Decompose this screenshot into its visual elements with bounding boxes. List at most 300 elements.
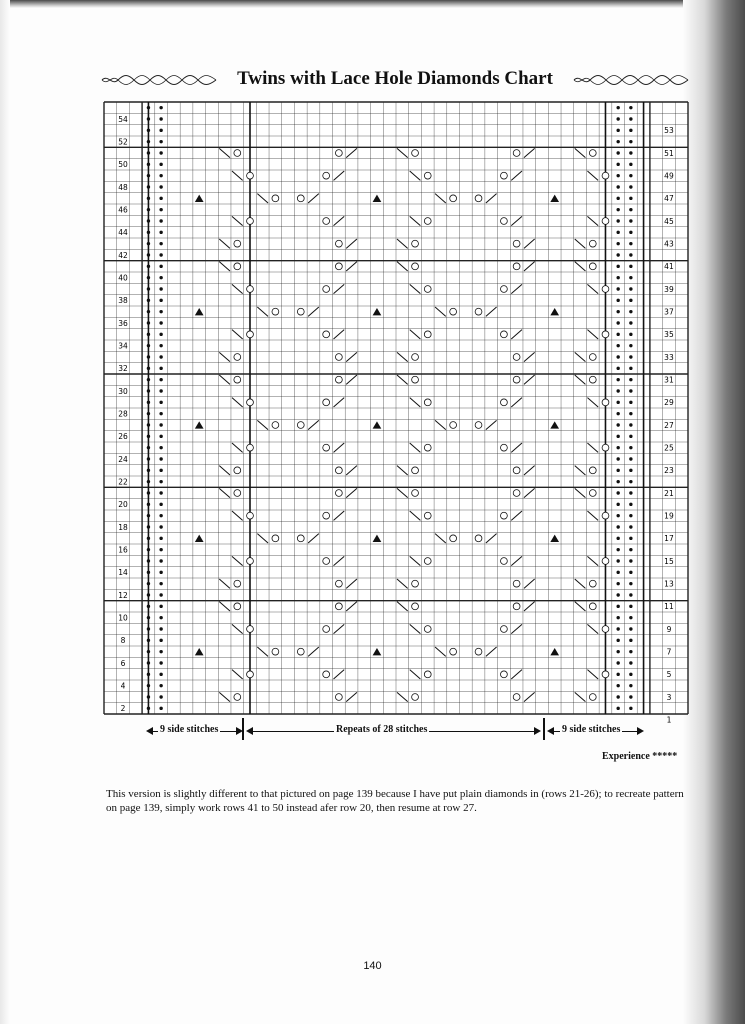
purl-dot-symbol (147, 514, 150, 517)
purl-dot-symbol (159, 412, 162, 415)
yarn-over-symbol (234, 263, 241, 270)
yarn-over-symbol (602, 558, 609, 565)
page-number: 140 (363, 960, 382, 972)
purl-dot-symbol (159, 661, 162, 664)
purl-dot-symbol (616, 627, 619, 630)
yarn-over-symbol (501, 172, 508, 179)
row-number-right: 9 (666, 624, 672, 634)
yarn-over-symbol (513, 150, 520, 157)
right-side-stitches-label: 9 side stitches (562, 724, 621, 735)
purl-dot-symbol (616, 299, 619, 302)
purl-dot-symbol (159, 605, 162, 608)
purl-dot-symbol (147, 310, 150, 313)
purl-dot-symbol (147, 525, 150, 528)
row-number-right: 37 (664, 307, 674, 317)
purl-dot-symbol (629, 627, 632, 630)
yarn-over-symbol (412, 603, 419, 610)
purl-dot-symbol (159, 106, 162, 109)
yarn-over-symbol (335, 354, 342, 361)
yarn-over-symbol (589, 354, 596, 361)
purl-dot-symbol (147, 627, 150, 630)
purl-dot-symbol (147, 503, 150, 506)
purl-dot-symbol (159, 559, 162, 562)
purl-dot-symbol (159, 389, 162, 392)
purl-dot-symbol (147, 106, 150, 109)
purl-dot-symbol (616, 548, 619, 551)
row-number-right: 33 (664, 352, 674, 362)
yarn-over-symbol (602, 331, 609, 338)
purl-dot-symbol (147, 446, 150, 449)
purl-dot-symbol (159, 480, 162, 483)
purl-dot-symbol (629, 151, 632, 154)
yarn-over-symbol (602, 626, 609, 633)
purl-dot-symbol (616, 242, 619, 245)
purl-dot-symbol (147, 639, 150, 642)
purl-dot-symbol (629, 571, 632, 574)
yarn-over-symbol (501, 671, 508, 678)
purl-dot-symbol (616, 412, 619, 415)
yarn-over-symbol (247, 331, 254, 338)
purl-dot-symbol (629, 299, 632, 302)
purl-dot-symbol (147, 185, 150, 188)
yarn-over-symbol (589, 580, 596, 587)
purl-dot-symbol (616, 605, 619, 608)
purl-dot-symbol (159, 321, 162, 324)
yarn-over-symbol (501, 444, 508, 451)
yarn-over-symbol (513, 580, 520, 587)
yarn-over-symbol (602, 286, 609, 293)
repeat-stitches-label: Repeats of 28 stitches (336, 724, 428, 735)
yarn-over-symbol (589, 490, 596, 497)
purl-dot-symbol (159, 423, 162, 426)
row-number-left: 46 (118, 205, 128, 215)
purl-dot-symbol (629, 695, 632, 698)
yarn-over-symbol (234, 603, 241, 610)
purl-dot-symbol (616, 639, 619, 642)
book-gutter-shadow (683, 0, 745, 1024)
purl-dot-symbol (159, 253, 162, 256)
purl-dot-symbol (147, 548, 150, 551)
yarn-over-symbol (602, 444, 609, 451)
purl-dot-symbol (147, 423, 150, 426)
yarn-over-symbol (450, 308, 457, 315)
row-number-right: 11 (664, 602, 674, 612)
purl-dot-symbol (159, 695, 162, 698)
title-row (100, 66, 690, 94)
yarn-over-symbol (589, 240, 596, 247)
purl-dot-symbol (147, 151, 150, 154)
purl-dot-symbol (159, 242, 162, 245)
purl-dot-symbol (616, 480, 619, 483)
row-number-right: 7 (666, 647, 672, 657)
purl-dot-symbol (616, 310, 619, 313)
purl-dot-symbol (159, 503, 162, 506)
yarn-over-symbol (247, 558, 254, 565)
yarn-over-symbol (424, 512, 431, 519)
purl-dot-symbol (147, 333, 150, 336)
yarn-over-symbol (412, 580, 419, 587)
row-number-right: 19 (664, 511, 674, 521)
purl-dot-symbol (147, 537, 150, 540)
row-number-left: 50 (118, 160, 128, 170)
row-number-left: 54 (118, 114, 128, 124)
purl-dot-symbol (616, 503, 619, 506)
yarn-over-symbol (234, 240, 241, 247)
purl-dot-symbol (159, 616, 162, 619)
purl-dot-symbol (147, 457, 150, 460)
yarn-over-symbol (501, 286, 508, 293)
row-number-left: 36 (118, 318, 128, 328)
purl-dot-symbol (616, 333, 619, 336)
purl-dot-symbol (629, 219, 632, 222)
row-number-left: 30 (118, 386, 128, 396)
purl-dot-symbol (616, 571, 619, 574)
yarn-over-symbol (412, 376, 419, 383)
purl-dot-symbol (147, 582, 150, 585)
purl-dot-symbol (159, 582, 162, 585)
purl-dot-symbol (159, 401, 162, 404)
purl-dot-symbol (159, 627, 162, 630)
yarn-over-symbol (335, 603, 342, 610)
purl-dot-symbol (159, 129, 162, 132)
yarn-over-symbol (424, 671, 431, 678)
yarn-over-symbol (424, 626, 431, 633)
row-number-right: 35 (664, 330, 674, 340)
row-number-left: 52 (118, 137, 128, 147)
knitting-chart (104, 102, 688, 725)
purl-dot-symbol (629, 412, 632, 415)
purl-dot-symbol (159, 265, 162, 268)
purl-dot-symbol (616, 582, 619, 585)
purl-dot-symbol (159, 151, 162, 154)
purl-dot-symbol (147, 469, 150, 472)
yarn-over-symbol (513, 354, 520, 361)
purl-dot-symbol (616, 378, 619, 381)
yarn-over-symbol (589, 150, 596, 157)
yarn-over-symbol (424, 286, 431, 293)
purl-dot-symbol (159, 707, 162, 710)
purl-dot-symbol (629, 525, 632, 528)
purl-dot-symbol (159, 673, 162, 676)
yarn-over-symbol (297, 195, 304, 202)
yarn-over-symbol (513, 694, 520, 701)
yarn-over-symbol (589, 603, 596, 610)
purl-dot-symbol (629, 605, 632, 608)
row-number-left: 24 (118, 454, 128, 464)
yarn-over-symbol (234, 490, 241, 497)
purl-dot-symbol (147, 571, 150, 574)
purl-dot-symbol (147, 140, 150, 143)
purl-dot-symbol (147, 276, 150, 279)
purl-dot-symbol (616, 514, 619, 517)
purl-dot-symbol (629, 197, 632, 200)
purl-dot-symbol (616, 435, 619, 438)
chart-section-caption (104, 715, 688, 742)
purl-dot-symbol (616, 276, 619, 279)
purl-dot-symbol (629, 673, 632, 676)
row-number-right: 21 (664, 488, 674, 498)
purl-dot-symbol (616, 219, 619, 222)
yarn-over-symbol (335, 263, 342, 270)
purl-dot-symbol (147, 401, 150, 404)
yarn-over-symbol (323, 671, 330, 678)
purl-dot-symbol (159, 344, 162, 347)
yarn-over-symbol (323, 331, 330, 338)
row-number-left: 12 (118, 590, 128, 600)
purl-dot-symbol (616, 321, 619, 324)
purl-dot-symbol (629, 253, 632, 256)
yarn-over-symbol (424, 172, 431, 179)
row-number-right: 25 (664, 443, 674, 453)
purl-dot-symbol (616, 537, 619, 540)
row-number-right: 53 (664, 126, 674, 136)
purl-dot-symbol (629, 469, 632, 472)
row-number-right: 5 (666, 670, 672, 680)
yarn-over-symbol (234, 580, 241, 587)
purl-dot-symbol (629, 185, 632, 188)
yarn-over-symbol (247, 512, 254, 519)
row-number-right: 1 (666, 715, 672, 725)
yarn-over-symbol (501, 399, 508, 406)
purl-dot-symbol (629, 378, 632, 381)
purl-dot-symbol (147, 174, 150, 177)
purl-dot-symbol (147, 378, 150, 381)
purl-dot-symbol (159, 378, 162, 381)
purl-dot-symbol (629, 582, 632, 585)
purl-dot-symbol (147, 367, 150, 370)
arrow-right-icon (637, 727, 644, 735)
yarn-over-symbol (247, 444, 254, 451)
row-number-left: 26 (118, 432, 128, 442)
yarn-over-symbol (323, 172, 330, 179)
purl-dot-symbol (629, 480, 632, 483)
purl-dot-symbol (159, 163, 162, 166)
purl-dot-symbol (147, 299, 150, 302)
purl-dot-symbol (629, 106, 632, 109)
row-number-left: 38 (118, 296, 128, 306)
purl-dot-symbol (616, 163, 619, 166)
yarn-over-symbol (323, 558, 330, 565)
purl-dot-symbol (147, 673, 150, 676)
purl-dot-symbol (616, 231, 619, 234)
purl-dot-symbol (616, 684, 619, 687)
purl-dot-symbol (616, 197, 619, 200)
row-number-left: 20 (118, 500, 128, 510)
yarn-over-symbol (297, 648, 304, 655)
purl-dot-symbol (629, 129, 632, 132)
purl-dot-symbol (159, 514, 162, 517)
yarn-over-symbol (323, 286, 330, 293)
purl-dot-symbol (629, 707, 632, 710)
yarn-over-symbol (412, 694, 419, 701)
yarn-over-symbol (247, 399, 254, 406)
purl-dot-symbol (629, 276, 632, 279)
row-number-right: 13 (664, 579, 674, 589)
row-number-left: 42 (118, 250, 128, 260)
purl-dot-symbol (147, 208, 150, 211)
yarn-over-symbol (513, 376, 520, 383)
row-number-left: 40 (118, 273, 128, 283)
purl-dot-symbol (616, 253, 619, 256)
row-number-right: 45 (664, 216, 674, 226)
yarn-over-symbol (234, 467, 241, 474)
purl-dot-symbol (159, 650, 162, 653)
row-number-right: 29 (664, 398, 674, 408)
yarn-over-symbol (234, 694, 241, 701)
row-number-left: 22 (118, 477, 128, 487)
purl-dot-symbol (147, 219, 150, 222)
yarn-over-symbol (501, 626, 508, 633)
purl-dot-symbol (629, 333, 632, 336)
yarn-over-symbol (234, 376, 241, 383)
purl-dot-symbol (159, 367, 162, 370)
purl-dot-symbol (616, 344, 619, 347)
purl-dot-symbol (147, 163, 150, 166)
row-number-right: 41 (664, 262, 674, 272)
purl-dot-symbol (159, 355, 162, 358)
purl-dot-symbol (629, 423, 632, 426)
purl-dot-symbol (629, 650, 632, 653)
yarn-over-symbol (247, 671, 254, 678)
purl-dot-symbol (629, 231, 632, 234)
yarn-over-symbol (602, 399, 609, 406)
purl-dot-symbol (159, 231, 162, 234)
row-number-right: 39 (664, 284, 674, 294)
yarn-over-symbol (501, 558, 508, 565)
purl-dot-symbol (159, 208, 162, 211)
purl-dot-symbol (616, 151, 619, 154)
purl-dot-symbol (147, 707, 150, 710)
purl-dot-symbol (629, 242, 632, 245)
yarn-over-symbol (247, 172, 254, 179)
purl-dot-symbol (147, 129, 150, 132)
yarn-over-symbol (501, 331, 508, 338)
yarn-over-symbol (589, 694, 596, 701)
purl-dot-symbol (159, 333, 162, 336)
yarn-over-symbol (501, 218, 508, 225)
purl-dot-symbol (629, 389, 632, 392)
purl-dot-symbol (147, 559, 150, 562)
experience-rating: Experience ***** (602, 751, 678, 762)
purl-dot-symbol (629, 355, 632, 358)
row-number-right: 49 (664, 171, 674, 181)
purl-dot-symbol (147, 412, 150, 415)
purl-dot-symbol (159, 299, 162, 302)
purl-dot-symbol (629, 639, 632, 642)
purl-dot-symbol (629, 548, 632, 551)
arrow-right-icon (534, 727, 541, 735)
purl-dot-symbol (616, 106, 619, 109)
row-number-left: 32 (118, 364, 128, 374)
yarn-over-symbol (513, 467, 520, 474)
purl-dot-symbol (147, 616, 150, 619)
yarn-over-symbol (513, 490, 520, 497)
purl-dot-symbol (616, 695, 619, 698)
purl-dot-symbol (147, 389, 150, 392)
purl-dot-symbol (147, 593, 150, 596)
purl-dot-symbol (147, 253, 150, 256)
row-number-left: 34 (118, 341, 128, 351)
purl-dot-symbol (629, 174, 632, 177)
yarn-over-symbol (475, 535, 482, 542)
yarn-over-symbol (412, 467, 419, 474)
yarn-over-symbol (272, 648, 279, 655)
yarn-over-symbol (602, 512, 609, 519)
purl-dot-symbol (616, 265, 619, 268)
purl-dot-symbol (629, 321, 632, 324)
purl-dot-symbol (616, 673, 619, 676)
purl-dot-symbol (616, 185, 619, 188)
purl-dot-symbol (159, 469, 162, 472)
purl-dot-symbol (159, 197, 162, 200)
row-number-left: 18 (118, 522, 128, 532)
yarn-over-symbol (589, 467, 596, 474)
purl-dot-symbol (616, 469, 619, 472)
purl-dot-symbol (629, 616, 632, 619)
purl-dot-symbol (159, 525, 162, 528)
row-number-right: 43 (664, 239, 674, 249)
purl-dot-symbol (629, 514, 632, 517)
row-number-right: 15 (664, 556, 674, 566)
purl-dot-symbol (629, 457, 632, 460)
row-number-left: 2 (120, 704, 126, 714)
purl-dot-symbol (147, 231, 150, 234)
yarn-over-symbol (272, 422, 279, 429)
yarn-over-symbol (297, 535, 304, 542)
purl-dot-symbol (616, 174, 619, 177)
yarn-over-symbol (513, 240, 520, 247)
row-number-right: 23 (664, 466, 674, 476)
purl-dot-symbol (159, 593, 162, 596)
yarn-over-symbol (412, 263, 419, 270)
yarn-over-symbol (323, 444, 330, 451)
purl-dot-symbol (147, 661, 150, 664)
purl-dot-symbol (629, 310, 632, 313)
purl-dot-symbol (616, 389, 619, 392)
yarn-over-symbol (323, 512, 330, 519)
row-number-left: 16 (118, 545, 128, 555)
yarn-over-symbol (450, 535, 457, 542)
purl-dot-symbol (159, 310, 162, 313)
yarn-over-symbol (323, 626, 330, 633)
yarn-over-symbol (272, 308, 279, 315)
yarn-over-symbol (602, 172, 609, 179)
purl-dot-symbol (159, 639, 162, 642)
purl-dot-symbol (616, 401, 619, 404)
purl-dot-symbol (629, 537, 632, 540)
yarn-over-symbol (450, 648, 457, 655)
purl-dot-symbol (629, 367, 632, 370)
section-divider-tick (543, 718, 545, 740)
purl-dot-symbol (629, 661, 632, 664)
yarn-over-symbol (234, 354, 241, 361)
yarn-over-symbol (501, 512, 508, 519)
yarn-over-symbol (450, 422, 457, 429)
purl-dot-symbol (147, 605, 150, 608)
yarn-over-symbol (335, 467, 342, 474)
yarn-over-symbol (475, 308, 482, 315)
yarn-over-symbol (602, 671, 609, 678)
purl-dot-symbol (629, 446, 632, 449)
purl-dot-symbol (629, 491, 632, 494)
purl-dot-symbol (159, 185, 162, 188)
yarn-over-symbol (589, 376, 596, 383)
yarn-over-symbol (335, 694, 342, 701)
purl-dot-symbol (147, 491, 150, 494)
purl-dot-symbol (147, 695, 150, 698)
purl-dot-symbol (629, 435, 632, 438)
purl-dot-symbol (159, 571, 162, 574)
